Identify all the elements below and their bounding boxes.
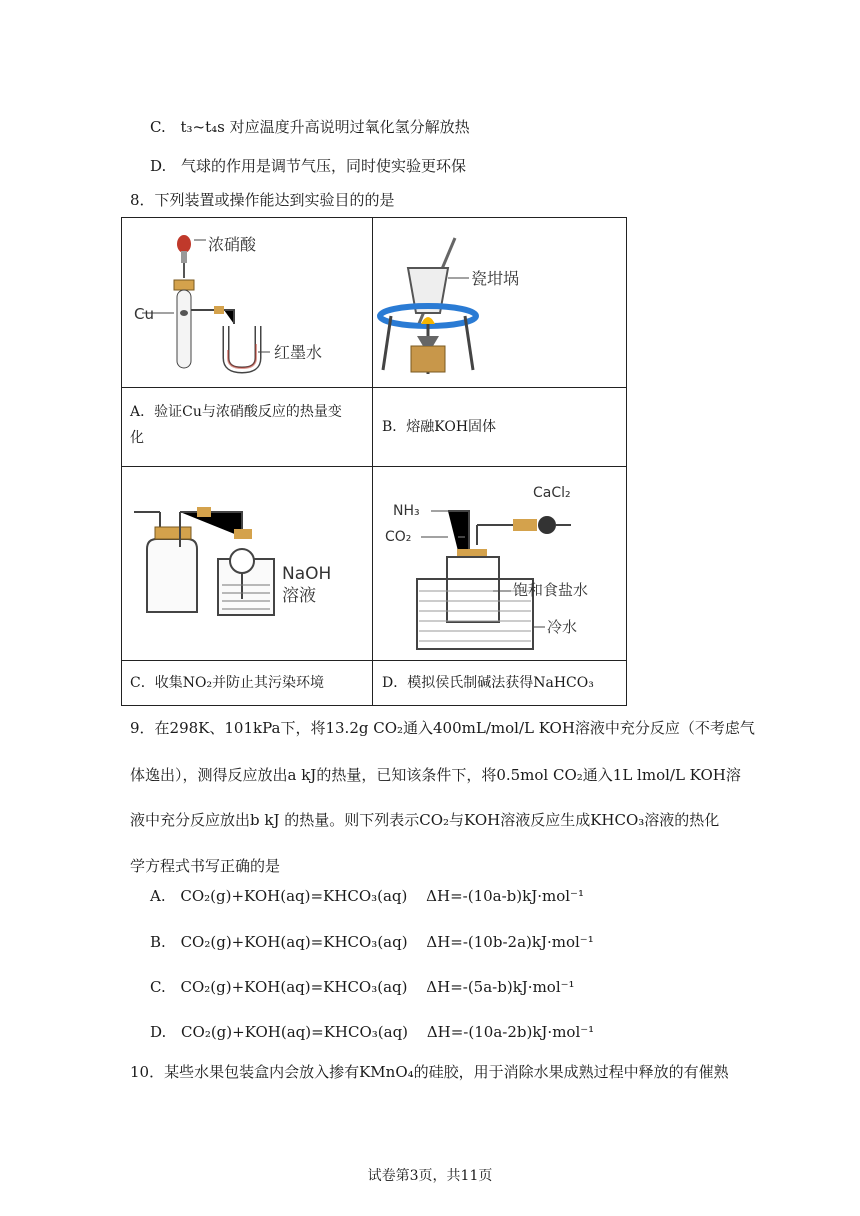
apparatus-a-figure	[122, 218, 372, 387]
apparatus-c-figure	[122, 467, 372, 660]
q9-stem-line4: 学方程式书写正确的是	[130, 857, 281, 875]
caption-a: A．验证Cu与浓硝酸反应的热量变 化	[130, 404, 342, 446]
q9-option-b: B. CO₂(g)+KOH(aq)=KHCO₃(aq) ΔH=-(10b-2a)kJ·mol⁻¹	[150, 933, 594, 951]
q8-apparatus-table	[121, 217, 627, 706]
caption-c: C．收集NO₂并防止其污染环境	[130, 675, 325, 691]
label-brine: 饱和食盐水	[513, 581, 589, 599]
q10-stem: 10．某些水果包装盒内会放入掺有KMnO₄的硅胶，用于消除水果成熟过程中释放的有催熟	[130, 1063, 729, 1081]
q9-option-a: A. CO₂(g)+KOH(aq)=KHCO₃(aq) ΔH=-(10a-b)kJ·mol⁻¹	[150, 887, 584, 905]
label-naoh: NaOH	[282, 564, 332, 584]
caption-b: B．熔融KOH固体	[382, 419, 497, 435]
q7-option-d: D. 气球的作用是调节气压，同时使实验更环保	[150, 157, 467, 175]
label-crucible: 瓷坩埚	[471, 269, 520, 288]
label-solution: 溶液	[282, 586, 316, 606]
label-cold: 冷水	[547, 618, 578, 636]
caption-d: D．模拟侯氏制碱法获得NaHCO₃	[382, 675, 594, 691]
q8-stem: 8．下列装置或操作能达到实验目的的是	[130, 191, 395, 209]
label-acid: 浓硝酸	[208, 235, 257, 254]
q9-stem-line1: 9．在298K、101kPa下，将13.2g CO₂通入400mL/mol/L KOH溶液中充分反应（不考虑气	[130, 719, 755, 737]
label-metal: Cu	[134, 305, 154, 323]
q9-stem-line3: 液中充分反应放出b kJ 的热量。则下列表示CO₂与KOH溶液反应生成KHCO₃溶液的热化	[130, 811, 720, 829]
q9-option-c: C. CO₂(g)+KOH(aq)=KHCO₃(aq) ΔH=-(5a-b)kJ·mol⁻¹	[150, 978, 575, 996]
label-co2: CO₂	[385, 529, 412, 545]
label-ink: 红墨水	[274, 343, 323, 362]
q7-option-c: C. t₃~t₄s 对应温度升高说明过氧化氢分解放热	[150, 118, 470, 136]
label-nh3: NH₃	[393, 503, 420, 519]
apparatus-b-figure	[373, 218, 626, 387]
label-cacl2: CaCl₂	[533, 485, 571, 501]
q9-stem-line2: 体逸出），测得反应放出a kJ的热量，已知该条件下，将0.5mol CO₂通入1L lmol/L KOH溶	[130, 766, 741, 784]
q9-option-d: D. CO₂(g)+KOH(aq)=KHCO₃(aq) ΔH=-(10a-2b)kJ·mol⁻¹	[150, 1023, 595, 1041]
page-footer: 试卷第3页，共11页	[367, 1168, 493, 1184]
apparatus-d-figure	[373, 467, 626, 660]
